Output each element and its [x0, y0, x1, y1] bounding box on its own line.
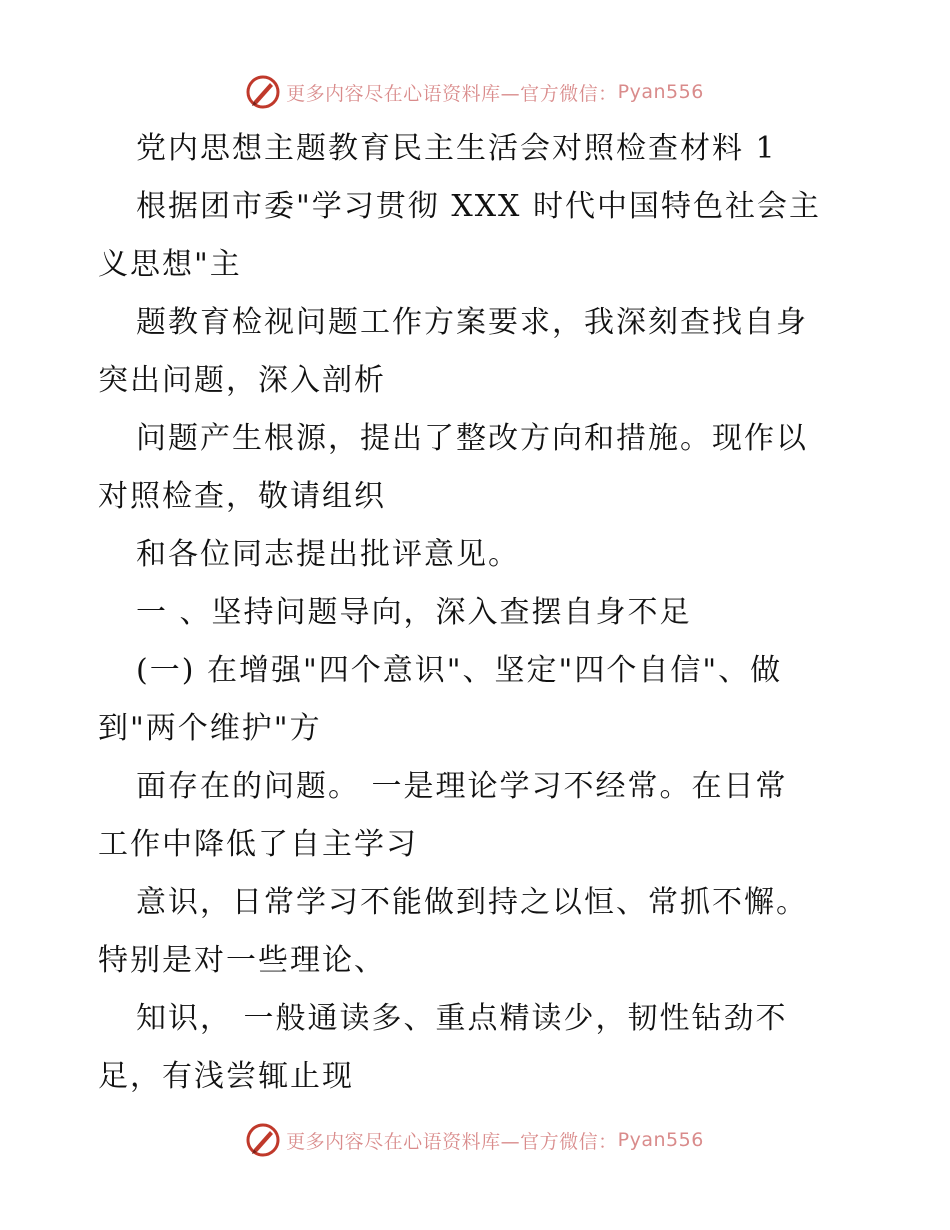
text-line: 题教育检视问题工作方案要求，我深刻查找自身 — [136, 305, 808, 340]
text-line: 一 、坚持问题导向，深入查摆自身不足 — [136, 595, 692, 630]
pen-logo-icon — [246, 1123, 280, 1157]
watermark-header — [0, 72, 950, 112]
text-line: (一) 在增强"四个意识"、坚定"四个自信"、做 — [136, 653, 783, 688]
watermark-wechat-id: Pyan556 — [617, 81, 704, 103]
text-line: 到"两个维护"方 — [98, 711, 322, 746]
text-line: 突出问题，深入剖析 — [98, 363, 386, 398]
text-line: 知识， 一般通读多、重点精读少，韧性钻劲不 — [136, 1001, 788, 1036]
watermark-footer — [0, 1120, 950, 1160]
text-line: 对照检查，敬请组织 — [98, 479, 386, 514]
text-line: 意识，日常学习不能做到持之以恒、常抓不懈。 — [136, 885, 808, 920]
watermark-text: 更多内容尽在心语资料库—官方微信： — [286, 1130, 618, 1153]
text-line: 党内思想主题教育民主生活会对照检查材料 1 — [136, 131, 777, 166]
document-body — [98, 120, 858, 1106]
text-line: 问题产生根源，提出了整改方向和措施。现作以 — [136, 421, 808, 456]
watermark-text: 更多内容尽在心语资料库—官方微信： — [286, 82, 618, 105]
text-line: 面存在的问题。 一是理论学习不经常。在日常 — [136, 769, 788, 804]
text-line: 根据团市委"学习贯彻 XXX 时代中国特色社会主 — [136, 189, 821, 224]
text-line: 足，有浅尝辄止现 — [98, 1059, 354, 1094]
watermark-wechat-id: Pyan556 — [617, 1129, 704, 1151]
text-line: 义思想"主 — [98, 247, 242, 282]
text-line: 特别是对一些理论、 — [98, 943, 386, 978]
text-line: 和各位同志提出批评意见。 — [136, 537, 520, 572]
pen-logo-icon — [246, 75, 280, 109]
text-line: 工作中降低了自主学习 — [98, 827, 418, 862]
